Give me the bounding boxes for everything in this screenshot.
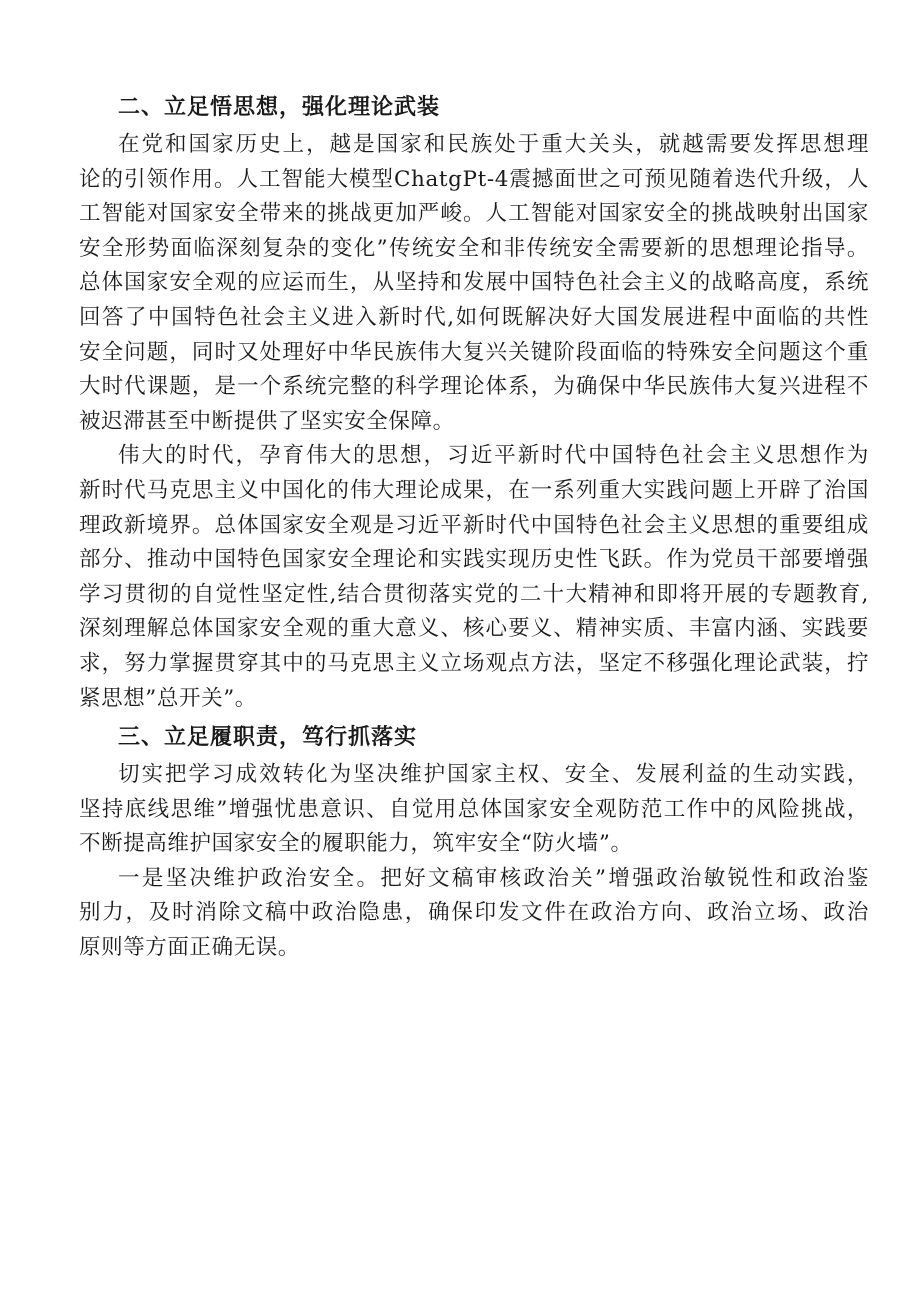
text-line: 大时代课题，是一个系统完整的科学理论体系，为确保中华民族伟大复兴进程不 bbox=[79, 374, 869, 400]
text-line: 论的引领作用。人工智能大模型ChatgPt-4震撼面世之可预见随着迭代升级，人 bbox=[79, 166, 869, 192]
text-line: 切实把学习成效转化为坚决维护国家主权、安全、发展利益的生动实践， bbox=[118, 762, 869, 788]
text-line: 安全形势面临深刻复杂的变化”传统安全和非传统安全需要新的思想理论指导。 bbox=[79, 235, 869, 261]
text-line: 新时代马克思主义中国化的伟大理论成果，在一系列重大实践问题上开辟了治国 bbox=[79, 477, 869, 503]
text-line: 部分、推动中国特色国家安全理论和实践实现历史性飞跃。作为党员干部要增强 bbox=[79, 547, 869, 573]
text-line: 安全问题，同时又处理好中华民族伟大复兴关键阶段面临的特殊安全问题这个重 bbox=[79, 339, 869, 365]
paragraph bbox=[79, 128, 869, 439]
document-body bbox=[79, 88, 869, 966]
text-line: 在党和国家历史上，越是国家和民族处于重大关头，就越需要发挥思想理 bbox=[118, 132, 869, 157]
text-line: 原则等方面正确无误。 bbox=[79, 935, 301, 961]
text-line: 被迟滞甚至中断提供了坚实安全保障。 bbox=[79, 408, 455, 434]
text-line: 理政新境界。总体国家安全观是习近平新时代中国特色社会主义思想的重要组成 bbox=[79, 512, 869, 538]
text-line: 一是坚决维护政治安全。把好文稿审核政治关”增强政治敏锐性和政治鉴 bbox=[118, 865, 869, 891]
text-line: 紧思想”总开关”。 bbox=[79, 685, 257, 711]
text-line: 不断提高维护国家安全的履职能力，筑牢安全“防火墙”。 bbox=[79, 831, 633, 857]
paragraph bbox=[79, 862, 869, 966]
text-line: 坚持底线思维”增强忧患意识、自觉用总体国家安全观防范工作中的风险挑战， bbox=[79, 796, 869, 822]
paragraph bbox=[79, 758, 869, 862]
text-line: 深刻理解总体国家安全观的重大意义、核心要义、精神实质、丰富内涵、实践要 bbox=[79, 616, 869, 642]
text-line: 工智能对国家安全带来的挑战更加严峻。人工智能对国家安全的挑战映射出国家 bbox=[79, 201, 869, 227]
section-heading-3: 三、立足履职责，笃行抓落实 bbox=[118, 725, 418, 751]
text-line: 回答了中国特色社会主义进入新时代,如何既解决好大国发展进程中面临的共性 bbox=[79, 304, 869, 330]
text-line: 学习贯彻的自觉性坚定性,结合贯彻落实党的二十大精神和即将开展的专题教育, bbox=[79, 581, 869, 607]
paragraph bbox=[79, 439, 869, 716]
text-line: 别力，及时消除文稿中政治隐患，确保印发文件在政治方向、政治立场、政治 bbox=[79, 900, 869, 926]
text-line: 总体国家安全观的应运而生，从坚持和发展中国特色社会主义的战略高度，系统 bbox=[79, 270, 869, 296]
text-line: 伟大的时代，孕育伟大的思想，习近平新时代中国特色社会主义思想作为 bbox=[118, 443, 869, 469]
section-heading-2: 二、立足悟思想，强化理论武装 bbox=[118, 95, 441, 120]
text-line: 求，努力掌握贯穿其中的马克思主义立场观点方法，坚定不移强化理论武装，拧 bbox=[79, 650, 869, 676]
